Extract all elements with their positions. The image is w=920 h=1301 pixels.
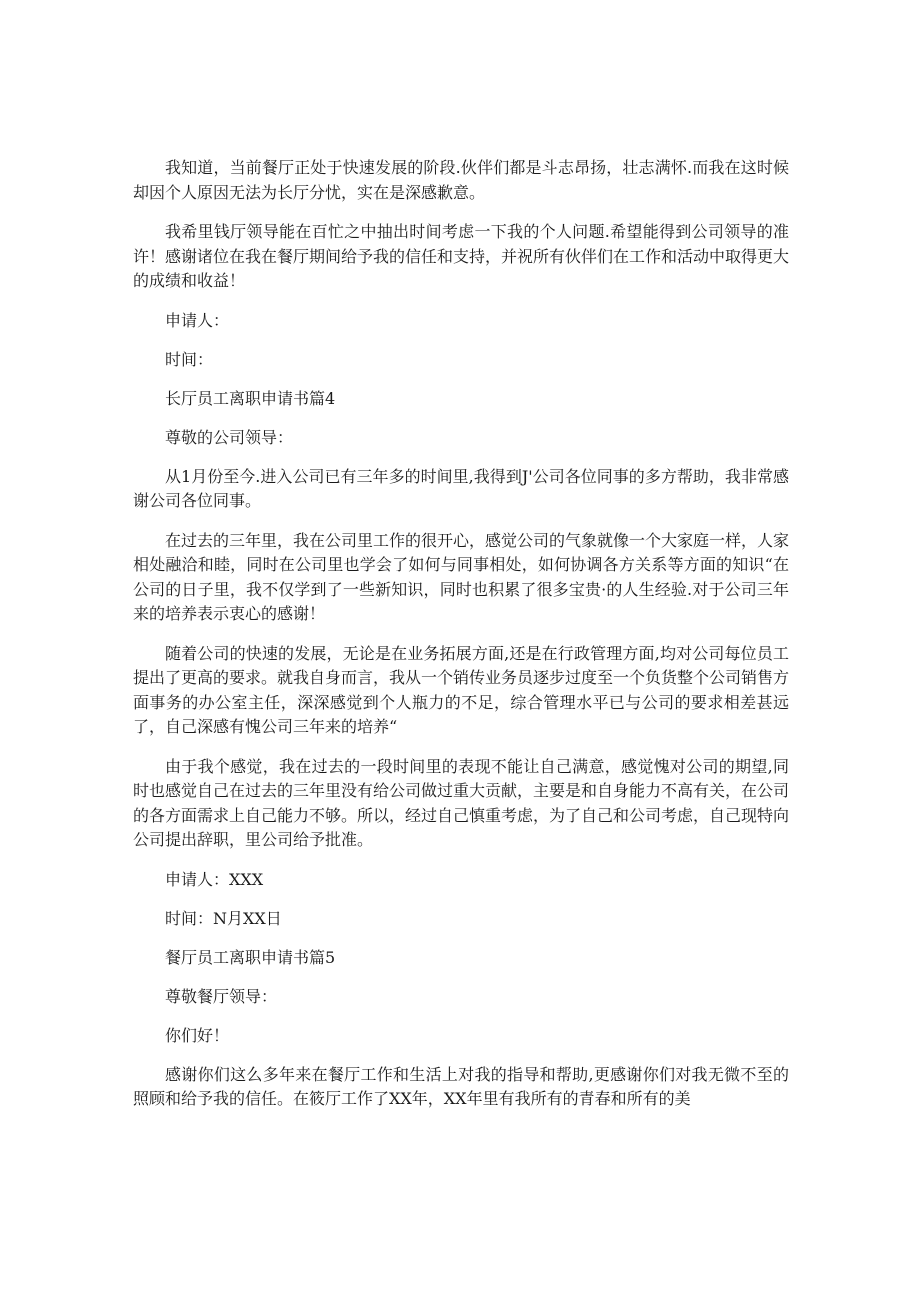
salutation: 尊敬餐厅领导： (165, 986, 278, 1006)
body-paragraph: 我知道，当前餐厅正处于快速发展的阶段.伙伴们都是斗志昂扬，壮志满怀.而我在这时候却因个人原因无法为长厅分忧，实在是深感歉意。 (133, 158, 789, 202)
signature-applicant-label: 申请人： (165, 310, 230, 330)
document-body (133, 156, 789, 1127)
signature-date-label: 时间： (165, 349, 214, 369)
body-paragraph: 由于我个感觉，我在过去的一段时间里的表现不能让自己满意，感觉愧对公司的期望,同时也感觉自己在过去的三年里没有给公司做过重大贡献，主要是和自身能力不高有关，在公司的各方面需求上自己能力不够。所以，经过自己慎重考虑，为了自己和公司考虑，自己现特向公司提出辞职，里公司给予批准。 (133, 756, 790, 849)
body-paragraph: 在过去的三年里，我在公司里工作的很开心，感觉公司的气象就像一个大家庭一样，人家相处融洽和睦，同时在公司里也学会了如何与同事相处，如何协调各方关系等方面的知识“在公司的日子里，我不仅学到了一些新知识，同时也积累了很多宝贵·的人生经验.对于公司三年来的培养表示衷心的感谢！ (133, 530, 790, 623)
section-heading: 长厅员工离职申请书篇4 (165, 388, 336, 408)
body-paragraph: 感谢你们这么多年来在餐厅工作和生活上对我的指导和帮助,更感谢你们对我无微不至的照顾和给予我的信任。在筱厅工作了XX年，XX年里有我所有的青春和所有的美 (133, 1064, 789, 1108)
body-paragraph: 我希里钱厅领导能在百忙之中抽出时间考虑一下我的个人问题.希望能得到公司领导的准许！感谢诸位在我在餐厅期间给予我的信任和支持，并祝所有伙伴们在工作和活动中取得更大的成绩和收益！ (133, 222, 790, 290)
body-paragraph: 从1月份至今.进入公司已有三年多的时间里,我得到J'公司各位同事的多方帮助，我非常感谢公司各位同事。 (133, 466, 789, 510)
signature-date: 时间：N月XX日 (165, 908, 282, 928)
section-heading: 餐厅员工离职申请书篇5 (165, 947, 336, 967)
body-paragraph: 随着公司的快速的发展，无论是在业务拓展方面,还是在行政管理方面,均对公司每位员工提出了更高的要求。就我自身而言，我从一个销传业务员逐步过度至一个负货整个公司销售方面事务的办公室主任，深深感觉到个人瓶力的不足，综合管理水平已与公司的要求相差甚远了，自己深感有愧公司三年来的培养“ (133, 643, 790, 736)
salutation: 尊敬的公司领导： (165, 427, 294, 447)
signature-applicant: 申请人：XXX (165, 869, 264, 889)
greeting: 你们好！ (165, 1025, 230, 1045)
